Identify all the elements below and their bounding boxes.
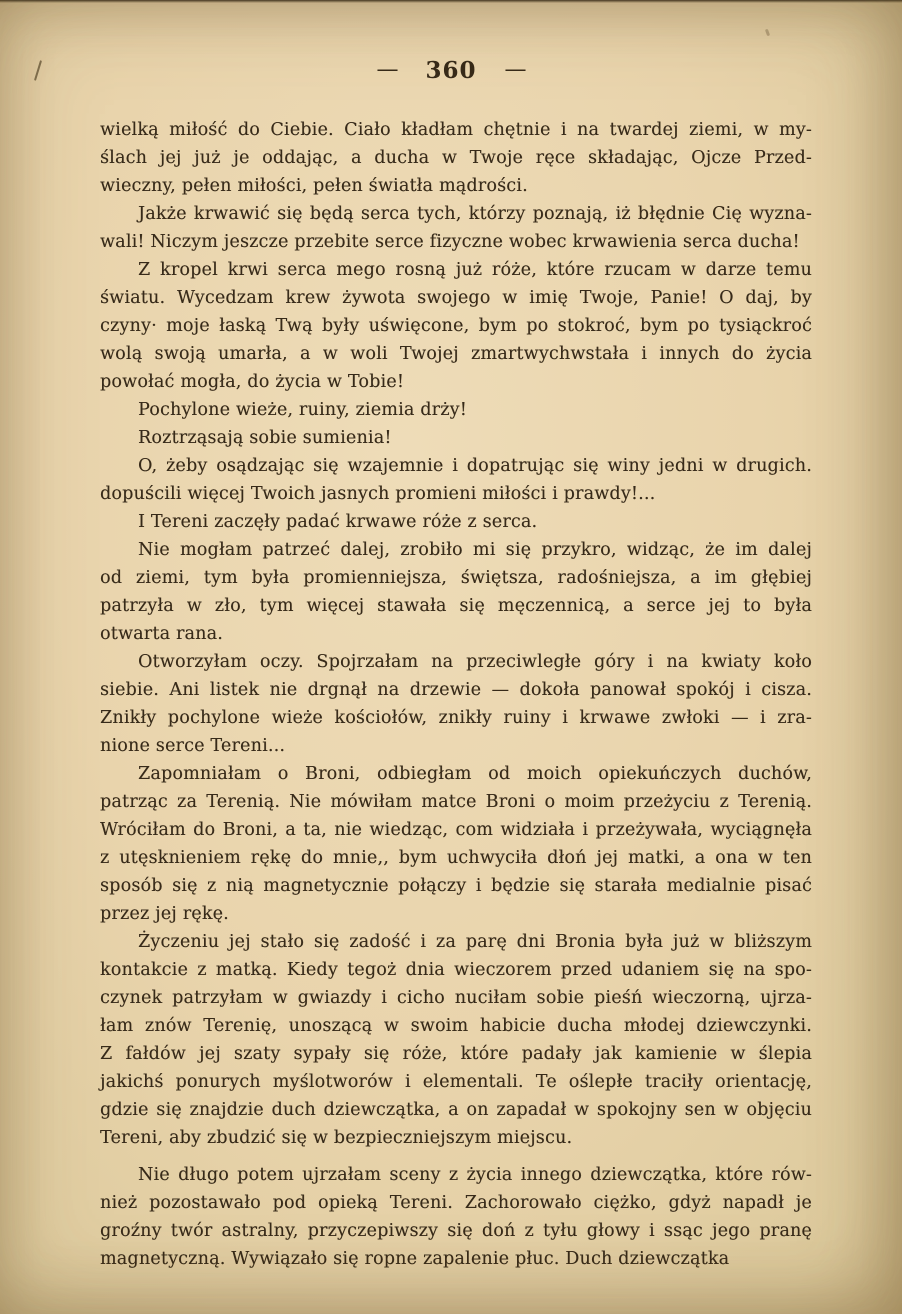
text-line: Roztrząsają sobie sumienia! <box>138 428 392 448</box>
page-number: 360 <box>425 57 477 84</box>
text-line: otwarta rana. <box>100 624 224 644</box>
text-line: światu. Wycedzam krew żywota swojego w imię Twoje, Panie! O daj, by <box>100 288 812 308</box>
text-line: magnetyczną. Wywiązało się ropne zapalenie płuc. Duch dziewczątka <box>100 1249 730 1269</box>
text-line: Pochylone wieże, ruiny, ziemia drży! <box>138 400 467 420</box>
text-line: nież pozostawało pod opieką Tereni. Zachorowało ciężko, gdyż napadł je <box>100 1193 812 1213</box>
text-line: Z kropel krwi serca mego rosną już róże, które rzucam w darze temu <box>138 260 812 280</box>
paragraph <box>100 648 812 760</box>
text-line: Nie mogłam patrzeć dalej, zrobiło mi się przykro, widząc, że im dalej <box>138 540 812 560</box>
text-line: Wróciłam do Broni, a ta, nie wiedząc, com widziała i przeżywała, wyciągnęła <box>100 820 812 840</box>
text-line: dopuścili więcej Twoich jasnych promieni miłości i prawdy!... <box>100 484 656 504</box>
paragraph <box>100 760 812 928</box>
text-line: kontakcie z matką. Kiedy tegoż dnia wieczorem przed udaniem się na spo- <box>100 960 812 980</box>
text-line: wolą swoją umarła, a w woli Twojej zmartwychwstała i innych do życia <box>100 344 812 364</box>
text-line: gdzie się znajdzie duch dziewczątka, a on zapadał w spokojny sen w objęciu <box>100 1100 812 1120</box>
scan-top-edge <box>0 0 902 3</box>
text-line: siebie. Ani listek nie drgnął na drzewie — dokoła panował spokój i cisza. <box>100 680 812 700</box>
paragraph <box>100 928 812 1152</box>
paper-speck <box>765 29 770 37</box>
text-line: nione serce Tereni... <box>100 736 286 756</box>
paragraph <box>100 536 812 648</box>
paragraph <box>100 200 812 256</box>
paragraph <box>100 452 812 508</box>
header-left-dash: — <box>376 57 398 82</box>
text-line: Nie długo potem ujrzałam sceny z życia innego dziewczątka, które rów- <box>138 1165 812 1185</box>
text-line: Znikły pochylone wieże kościołów, znikły ruiny i krwawe zwłoki — i zra- <box>100 708 812 728</box>
paragraph <box>100 256 812 396</box>
text-line: ślach jej już je oddając, a ducha w Twoje ręce składając, Ojcze Przed- <box>100 148 812 168</box>
text-line: sposób się z nią magnetycznie połączy i będzie się starała medialnie pisać <box>100 876 812 896</box>
text-line: Otworzyłam oczy. Spojrzałam na przeciwległe góry i na kwiaty koło <box>138 652 812 672</box>
text-line: od ziemi, tym była promienniejsza, świętsza, radośniejsza, a im głębiej <box>100 568 812 588</box>
text-line: Tereni, aby zbudzić się w bezpieczniejszym miejscu. <box>100 1128 573 1148</box>
paragraph <box>100 116 812 200</box>
text-line: czyny· moje łaską Twą były uświęcone, bym po stokroć, bym po tysiąckroć <box>100 316 812 336</box>
text-line: wali! Niczym jeszcze przebite serce fizyczne wobec krwawienia serca ducha! <box>100 232 800 252</box>
paragraph <box>100 424 812 452</box>
paragraph <box>100 1161 812 1273</box>
text-line: O, żeby osądzając się wzajemnie i dopatrując się winy jedni w drugich. <box>138 456 812 476</box>
header-right-dash: — <box>504 57 526 82</box>
text-line: patrząc za Terenią. Nie mówiłam matce Broni o moim przeżyciu z Terenią. <box>100 792 812 812</box>
text-line: groźny twór astralny, przyczepiwszy się doń z tyłu głowy i ssąc jego pranę <box>100 1221 812 1241</box>
text-line: przez jej rękę. <box>100 904 229 924</box>
text-line: patrzyła w zło, tym więcej stawała się męczennicą, a serce jej to była <box>100 596 812 616</box>
paragraph <box>100 396 812 424</box>
page-header <box>0 57 902 84</box>
paragraph <box>100 508 812 536</box>
text-line: Jakże krwawić się będą serca tych, którzy poznają, iż błędnie Cię wyzna- <box>138 204 812 224</box>
text-line: wielką miłość do Ciebie. Ciało kładłam chętnie i na twardej ziemi, w my- <box>100 120 812 140</box>
text-block <box>100 116 812 1273</box>
text-line: wieczny, pełen miłości, pełen światła mądrości. <box>100 176 528 196</box>
text-line: Życzeniu jej stało się zadość i za parę dni Bronia była już w bliższym <box>138 932 812 952</box>
text-line: powołać mogła, do życia w Tobie! <box>100 372 405 392</box>
text-line: z utęsknieniem rękę do mnie,, bym uchwyciła dłoń jej matki, a ona w ten <box>100 848 812 868</box>
text-line: Zapomniałam o Broni, odbiegłam od moich opiekuńczych duchów, <box>138 764 812 784</box>
text-line: Z fałdów jej szaty sypały się róże, które padały jak kamienie w ślepia <box>100 1044 812 1064</box>
text-line: czynek patrzyłam w gwiazdy i cicho nuciłam sobie pieśń wieczorną, ujrza- <box>100 988 812 1008</box>
text-line: łam znów Terenię, unoszącą w swoim habicie ducha młodej dziewczynki. <box>100 1016 812 1036</box>
text-line: I Tereni zaczęły padać krwawe róże z serca. <box>138 512 538 532</box>
text-line: jakichś ponurych myślotworów i elementali. Te oślepłe traciły orientację, <box>100 1072 812 1092</box>
